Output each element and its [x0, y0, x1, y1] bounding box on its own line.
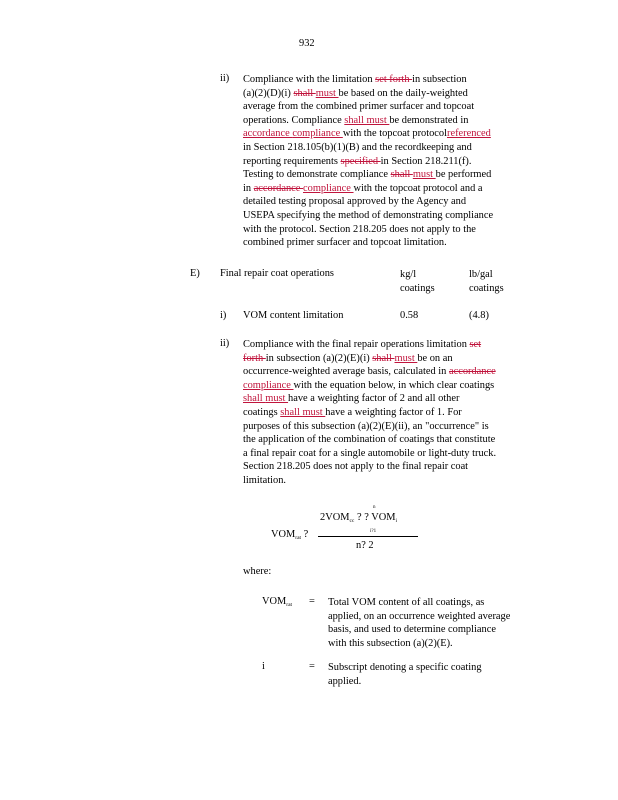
line: limitation. — [243, 474, 287, 486]
definition-term: i — [262, 661, 265, 672]
line: USEPA specifying the method of demonstrating compliance — [243, 209, 494, 221]
line: purposes of this subsection (a)(2)(E)(ii), an "occurrence" is — [243, 420, 489, 432]
fraction-bar — [318, 536, 418, 537]
line: occurrence-weighted average basis, calculated in accordance — [243, 366, 496, 378]
line: (a)(2)(D)(i) shall must be based on the daily-weighted — [243, 87, 468, 99]
line: in accordance compliance with the topcoat protocol and a — [243, 182, 483, 194]
line: coatings shall must have a weighting factor of 1. For — [243, 406, 462, 418]
line: shall must have a weighting factor of 2 and all other — [243, 393, 460, 405]
where-label: where: — [243, 566, 272, 577]
line: the application of the combination of coatings that constitute — [243, 434, 496, 446]
column-header-kg: kg/l coatings — [400, 269, 435, 294]
line: combined primer surfacer and topcoat limitation. — [243, 237, 447, 249]
item-i-lb-value: (4.8) — [469, 310, 489, 321]
page-number: 932 — [299, 38, 315, 49]
line: a final repair coat for a single automobile or light-duty truck. — [243, 447, 497, 459]
equation-lhs: $VOM_{rat}$ ? — [271, 529, 309, 541]
item-ii-paragraph-d — [243, 73, 543, 250]
item-i-text: VOM content limitation — [243, 310, 344, 321]
sum-lower-limit: i?1 — [370, 529, 377, 534]
line: Compliance with the limitation set forth in subsection — [243, 74, 467, 85]
line: forth in subsection (a)(2)(E)(i) shall must be on an — [243, 352, 453, 364]
line: Testing to demonstrate compliance shall must be performed — [243, 169, 492, 181]
item-ii-paragraph-e — [243, 338, 543, 488]
item-ii-label-e: ii) — [220, 338, 230, 349]
definition-equals: = — [309, 596, 315, 607]
column-header-lb: lb/gal coatings — [469, 269, 504, 294]
definition-text: Subscript denoting a specific coating applied. — [328, 662, 482, 687]
item-i-label: i) — [220, 310, 227, 321]
line: average from the combined primer surfacer and topcoat — [243, 101, 475, 113]
line: in Section 218.105(b)(1)(B) and the recordkeeping and — [243, 141, 472, 153]
line: Section 218.205 does not apply to the final repair coat — [243, 461, 469, 473]
line: compliance with the equation below, in which clear coatings — [243, 379, 495, 391]
definition-text: Total VOM content of all coatings, as applied, on an occurrence weighted average basis, and used to determine compliance with this subsection (a)(2)(E). — [328, 597, 511, 649]
line: Compliance with the final repair operations limitation set — [243, 339, 482, 350]
item-i-kg-value: 0.58 — [400, 310, 419, 321]
section-e-label: E) — [190, 268, 200, 279]
line: with the protocol. Section 218.205 does not apply to the — [243, 223, 476, 235]
equation-denominator: n? 2 — [356, 540, 374, 551]
definition-term: $VOM_{rat}$ — [262, 596, 293, 608]
equation-numerator: $2VOM_{cc}$ ? ? $VOM_i$ — [320, 512, 398, 524]
sum-upper-limit: n — [373, 505, 376, 510]
line: operations. Compliance shall must be demonstrated in — [243, 114, 469, 126]
item-ii-label-d: ii) — [220, 73, 230, 84]
section-e-title: Final repair coat operations — [220, 268, 334, 279]
definition-equals: = — [309, 661, 315, 672]
line: detailed testing proposal approved by the Agency and — [243, 196, 467, 208]
line: reporting requirements specified in Section 218.211(f). — [243, 155, 472, 167]
line: accordance compliance with the topcoat protocolreferenced — [243, 128, 491, 140]
